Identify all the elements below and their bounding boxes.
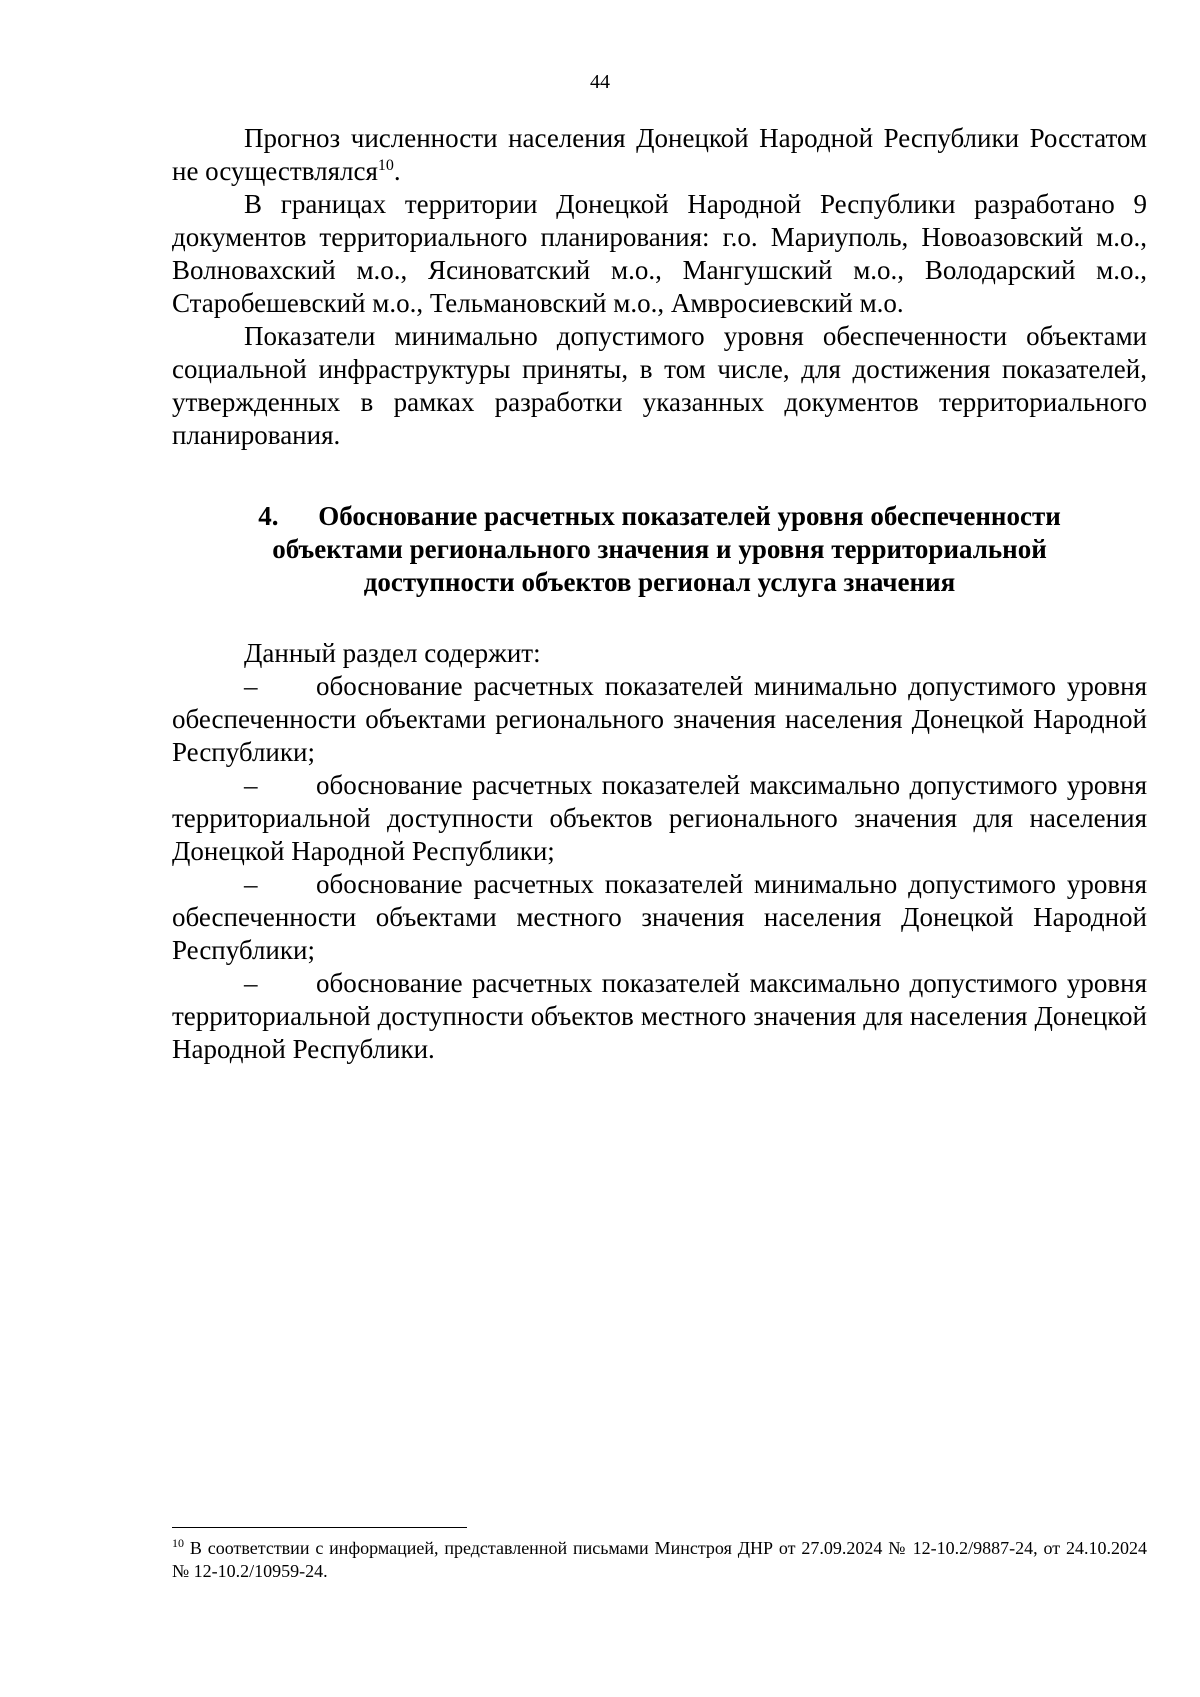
list-dash: – [244, 671, 258, 701]
list-item-text: обоснование расчетных показателей максимально допустимого уровня территориальной доступности объектов регионального значения для населения Донецкой Народной Республики; [172, 770, 1147, 866]
section-number: 4. [258, 501, 279, 531]
list-item-text: обоснование расчетных показателей минимально допустимого уровня обеспеченности объектами регионального значения населения Донецкой Народной Республики; [172, 671, 1147, 767]
list-item-text: обоснование расчетных показателей максимально допустимого уровня территориальной доступности объектов местного значения для населения Донецкой Народной Республики. [172, 968, 1147, 1064]
paragraph-social-infrastructure: Показатели минимально допустимого уровня обеспеченности объектами социальной инфраструктуры приняты, в том числе, для достижения показателей, утвержденных в рамках разработки указанных документов территориального планирования. [172, 321, 1147, 450]
list-item [172, 967, 1147, 1066]
footnote-number: 10 [172, 1536, 184, 1550]
paragraph-end: . [393, 156, 401, 186]
list-dash: – [244, 770, 258, 800]
list-dash: – [244, 869, 258, 899]
list-item-text: обоснование расчетных показателей минимально допустимого уровня обеспеченности объектами местного значения населения Донецкой Народной Республики; [172, 869, 1147, 965]
section-contents-list [172, 670, 1147, 1066]
section-title: Обоснование расчетных показателей уровня обеспеченности объектами регионального значения и уровня территориальной доступности объектов регионал услуга значения [272, 501, 1061, 597]
section-intro: Данный раздел содержит: [244, 638, 541, 668]
page-content [172, 122, 1147, 1066]
section-heading [172, 500, 1147, 599]
paragraph-planning-documents: В границах территории Донецкой Народной Республики разработано 9 документов территориального планирования: г.о. Мариуполь, Новоазовский м.о., Волновахский м.о., Ясиноватский м.о., Мангушский м.о., Володарский м.о., Старобешевский м.о., Тельмановский м.о., Амвросиевский м.о. [172, 189, 1147, 318]
paragraph-text: Прогноз численности населения Донецкой Народной Республики Росстатом не осуществлялся [172, 123, 1147, 186]
list-item [172, 868, 1147, 967]
footnote-reference[interactable]: 10 [377, 157, 394, 174]
page-number: 44 [590, 71, 610, 93]
list-item [172, 670, 1147, 769]
footnote [172, 1537, 1147, 1583]
list-dash: – [244, 968, 258, 998]
paragraph-population-forecast [172, 122, 1147, 188]
footnote-text: В соответствии с информацией, представленной письмами Минстроя ДНР от 27.09.2024 № 12-10.2/9887-24, от 24.10.2024 № 12-10.2/10959-24. [172, 1538, 1147, 1581]
footnote-separator [172, 1527, 467, 1528]
list-item [172, 769, 1147, 868]
